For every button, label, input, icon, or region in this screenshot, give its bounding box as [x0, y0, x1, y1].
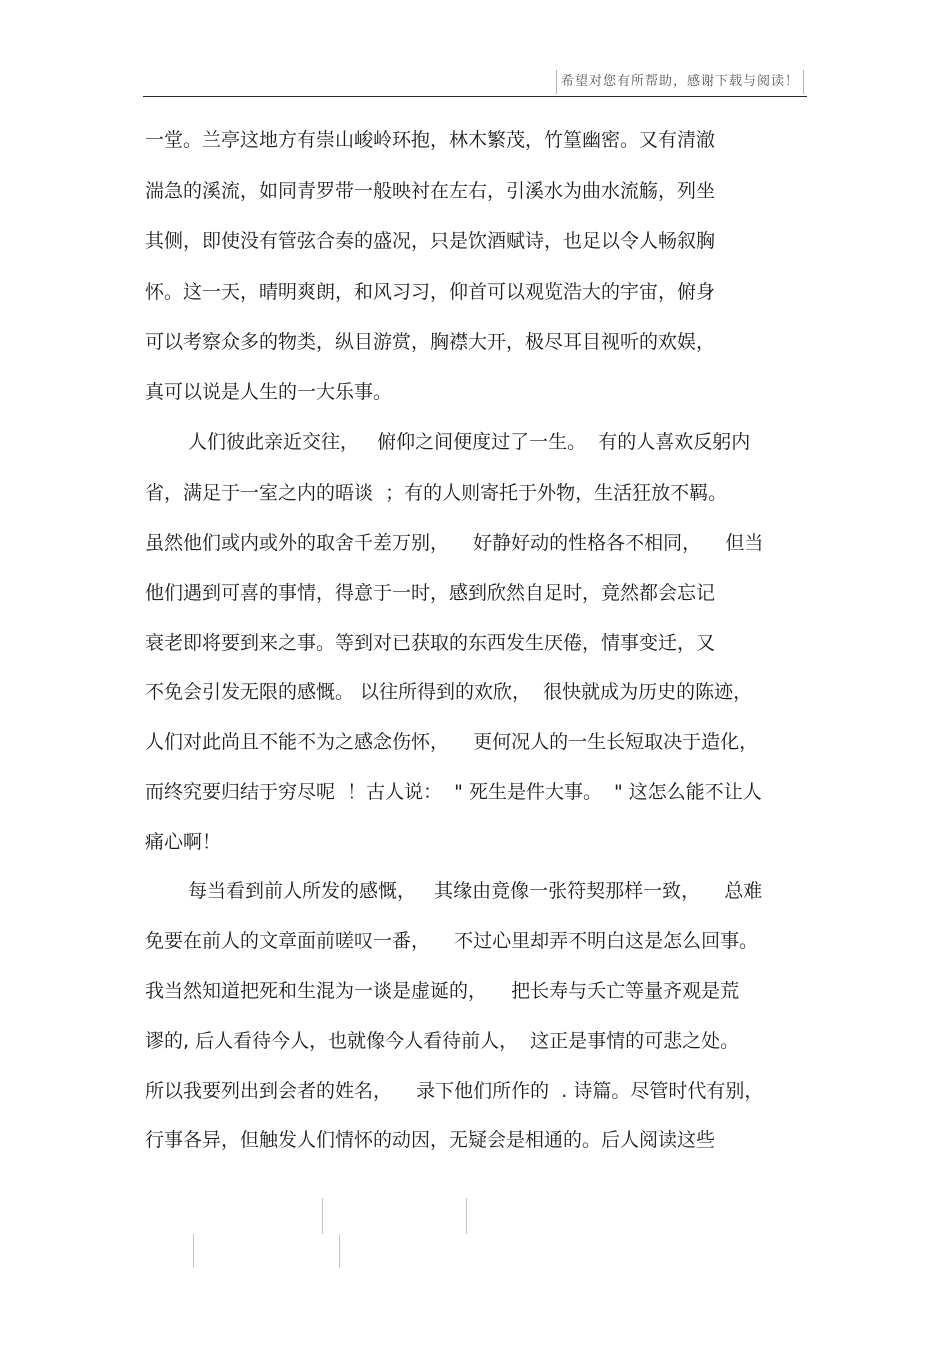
- footer-mark: [322, 1198, 323, 1234]
- text-line: 湍急的溪流，如同青罗带一般映衬在左右，引溪水为曲水流觞，列坐: [145, 180, 716, 202]
- footer-mark: [193, 1234, 194, 1268]
- text-line: 怀。这一天，晴明爽朗，和风习习，仰首可以观览浩大的宇宙，俯身: [145, 281, 716, 303]
- text-line: 真可以说是人生的一大乐事。: [145, 381, 393, 403]
- text-line: 谬的, 后人看待今人，也就像今人看待前人， 这正是事情的可悲之处。: [145, 1030, 740, 1052]
- text-line: 我当然知道把死和生混为一谈是虚诞的， 把长寿与夭亡等量齐观是荒: [145, 980, 740, 1002]
- header-rule: [143, 96, 807, 97]
- text-line: 其侧，即使没有管弦合奏的盛况，只是饮酒赋诗，也足以令人畅叙胸: [145, 230, 716, 252]
- text-line: 省，满足于一室之内的晤谈 ；有的人则寄托于外物，生活狂放不羁。: [145, 482, 728, 504]
- text-line: 虽然他们或内或外的取舍千差万别， 好静好动的性格各不相同， 但当: [145, 532, 764, 554]
- text-line: 而终究要归结于穷尽呢 ！古人说： " 死生是件大事。 " 这怎么能不让人: [145, 781, 762, 803]
- footer-mark: [466, 1198, 467, 1234]
- text-line: 可以考察众多的物类，纵目游赏，胸襟大开，极尽耳目视听的欢娱，: [145, 331, 716, 353]
- text-line: 衰老即将要到来之事。等到对已获取的东西发生厌倦，情事变迁，又: [145, 632, 716, 654]
- text-line: 每当看到前人所发的感慨， 其缘由竟像一张符契那样一致， 总难: [188, 880, 763, 902]
- text-line: 人们对此尚且不能不为之感念伤怀， 更何况人的一生长短取决于造化，: [145, 731, 759, 753]
- text-line: 人们彼此亲近交往， 俯仰之间便度过了一生。 有的人喜欢反躬内: [188, 431, 751, 453]
- text-line: 一堂。兰亭这地方有崇山峻岭环抱，林木繁茂，竹篁幽密。又有清澈: [145, 129, 716, 151]
- text-line: 痛心啊！: [145, 831, 222, 853]
- text-line: 所以我要列出到会者的姓名， 录下他们所作的 . 诗篇。尽管时代有别，: [145, 1080, 764, 1102]
- footer-mark: [339, 1234, 340, 1268]
- header-note: 希望对您有所帮助，感谢下载与阅读！: [556, 70, 804, 94]
- text-line: 不免会引发无限的感慨。 以往所得到的欢欣， 很快就成为历史的陈迹，: [145, 681, 753, 703]
- text-line: 行事各异，但触发人们情怀的动因，无疑会是相通的。后人阅读这些: [145, 1129, 716, 1151]
- text-line: 免要在前人的文章面前嗟叹一番， 不过心里却弄不明白这是怎么回事。: [145, 930, 759, 952]
- text-line: 他们遇到可喜的事情，得意于一时，感到欣然自足时，竟然都会忘记: [145, 582, 716, 604]
